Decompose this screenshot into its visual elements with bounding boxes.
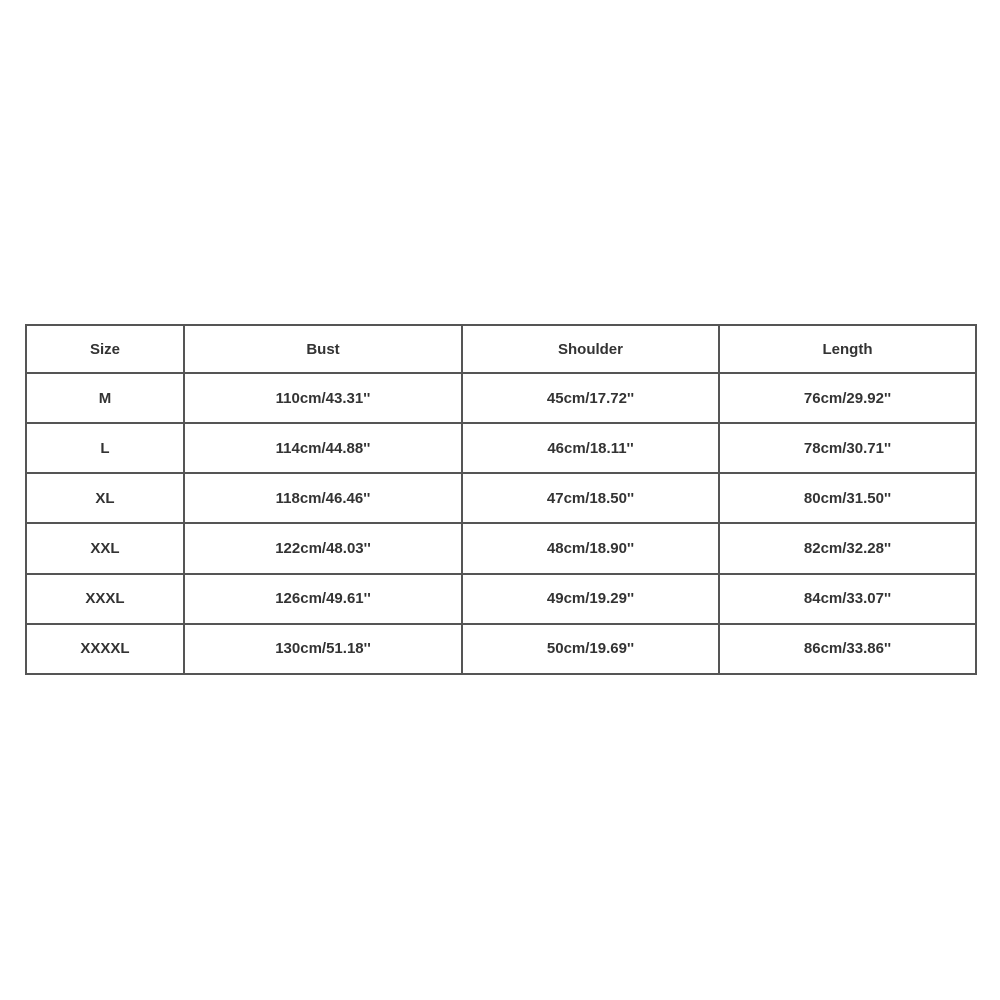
- cell-length: 80cm/31.50'': [719, 473, 976, 523]
- table-row: [26, 574, 976, 624]
- header-bust: Bust: [184, 325, 462, 373]
- cell-bust: 122cm/48.03'': [184, 523, 462, 573]
- table-header-row: [26, 325, 976, 373]
- header-length: Length: [719, 325, 976, 373]
- cell-size: XXXXL: [26, 624, 184, 674]
- header-shoulder: Shoulder: [462, 325, 719, 373]
- cell-length: 86cm/33.86'': [719, 624, 976, 674]
- header-size: Size: [26, 325, 184, 373]
- cell-size: XL: [26, 473, 184, 523]
- cell-length: 84cm/33.07'': [719, 574, 976, 624]
- cell-size: XXL: [26, 523, 184, 573]
- cell-bust: 114cm/44.88'': [184, 423, 462, 473]
- cell-length: 78cm/30.71'': [719, 423, 976, 473]
- cell-shoulder: 47cm/18.50'': [462, 473, 719, 523]
- cell-shoulder: 46cm/18.11'': [462, 423, 719, 473]
- cell-bust: 110cm/43.31'': [184, 373, 462, 423]
- cell-shoulder: 48cm/18.90'': [462, 523, 719, 573]
- cell-bust: 126cm/49.61'': [184, 574, 462, 624]
- table-row: [26, 523, 976, 573]
- cell-shoulder: 50cm/19.69'': [462, 624, 719, 674]
- cell-size: L: [26, 423, 184, 473]
- table-row: [26, 624, 976, 674]
- cell-bust: 130cm/51.18'': [184, 624, 462, 674]
- cell-size: XXXL: [26, 574, 184, 624]
- size-chart-table: [25, 324, 977, 675]
- cell-shoulder: 49cm/19.29'': [462, 574, 719, 624]
- cell-length: 82cm/32.28'': [719, 523, 976, 573]
- table-row: [26, 473, 976, 523]
- cell-length: 76cm/29.92'': [719, 373, 976, 423]
- cell-size: M: [26, 373, 184, 423]
- cell-bust: 118cm/46.46'': [184, 473, 462, 523]
- cell-shoulder: 45cm/17.72'': [462, 373, 719, 423]
- table-row: [26, 373, 976, 423]
- table-row: [26, 423, 976, 473]
